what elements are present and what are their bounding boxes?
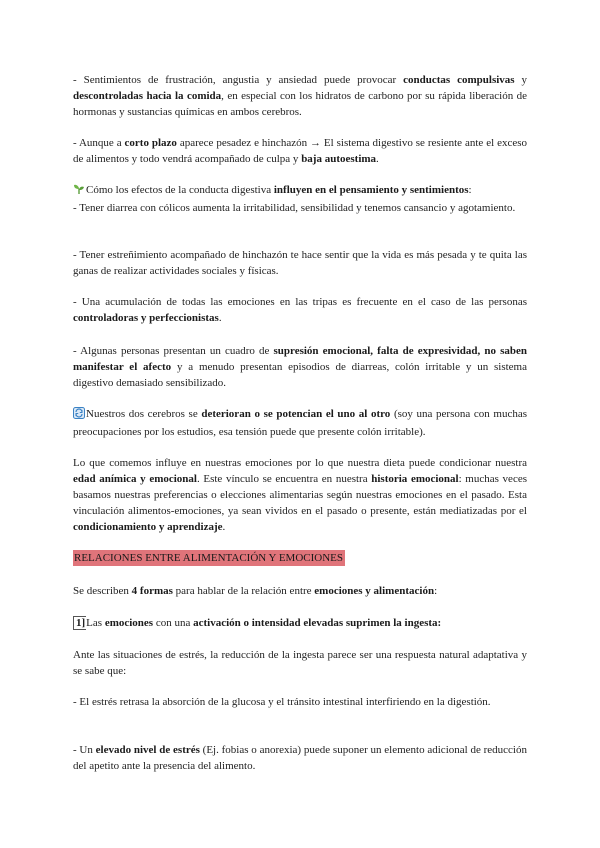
text: para hablar de la relación entre xyxy=(172,585,315,597)
paragraph-constipation: - Tener estreñimiento acompañado de hinchazón te hace sentir que la vida es más pesada y te quita las ganas de realizar actividades sociales y físicas. xyxy=(73,249,527,277)
text: : muchas veces basamos nuestras preferencias o elecciones alimentarias según nuestras emociones en el pasado. Esta vinculación alimentos-emociones, ya sean vividos en el pasado o presente, están mediatizadas por el xyxy=(73,473,527,517)
paragraph-diet-emotions xyxy=(73,455,527,535)
text: Se describen xyxy=(73,585,132,597)
text: . xyxy=(376,153,379,165)
bold-text: controladoras y perfeccionistas xyxy=(73,312,219,324)
text: (soy una persona con muchas preocupaciones por los estudios, esa tensión puede que presente colón irritable). xyxy=(73,408,527,438)
text: (Ej. fobias o anorexia) puede suponer un elemento adicional de reducción del apetito ante la presencia del alimento. xyxy=(73,744,527,772)
bold-text: influyen en el pensamiento y sentimientos xyxy=(273,184,469,196)
text: con una xyxy=(153,617,194,629)
bold-text: descontroladas hacia la comida xyxy=(73,90,222,102)
paragraph-two-brains xyxy=(73,406,527,440)
bold-text: 4 formas xyxy=(131,585,173,597)
paragraph-controlling-people xyxy=(73,294,527,326)
bold-text: condicionamiento y aprendizaje xyxy=(73,521,223,533)
bold-text: activación o intensidad elevadas suprimen la ingesta: xyxy=(193,617,442,629)
bold-text: conductas compulsivas xyxy=(403,74,515,86)
text: Lo que comemos influye en nuestras emociones por lo que nuestra dieta puede condicionar nuestra xyxy=(73,457,527,469)
text: Las xyxy=(86,617,105,629)
bold-text: emociones y alimentación xyxy=(314,585,435,597)
bold-text: corto plazo xyxy=(124,137,177,149)
text: y a menudo presentan episodios de diarreas, colón irritable y un sistema digestivo demasiado sensibilizado. xyxy=(73,361,528,389)
cycle-arrows-icon xyxy=(73,407,85,424)
paragraph-digestive-effects xyxy=(73,182,527,216)
bold-text: baja autoestima xyxy=(301,153,377,165)
text: : xyxy=(434,585,438,597)
paragraph-stress-response: Ante las situaciones de estrés, la reducción de la ingesta parece ser una respuesta natural adaptativa y se sabe que: xyxy=(73,649,527,677)
paragraph-four-forms xyxy=(73,583,527,599)
text: . xyxy=(222,521,226,533)
bold-text: historia emocional xyxy=(371,473,459,485)
paragraph-glucose-absorption: - El estrés retrasa la absorción de la glucosa y el tránsito intestinal interfiriendo en la digestión. xyxy=(73,696,491,708)
text: : xyxy=(468,184,472,196)
list-number: 1] xyxy=(73,616,86,630)
paragraph-high-stress xyxy=(73,742,527,774)
seedling-icon xyxy=(73,183,85,200)
list-item-heading-1 xyxy=(73,615,527,631)
bold-text: supresión emocional, falta de expresividad, no saben manifestar el afecto xyxy=(73,345,527,373)
text: y xyxy=(514,74,527,86)
bold-text: deterioran o se potencian el uno al otro xyxy=(201,408,391,420)
text: - Tener diarrea con cólicos aumenta la irritabilidad, sensibilidad y tenemos cansancio y agotamiento. xyxy=(73,202,516,214)
text: - Algunas personas presentan un cuadro de xyxy=(73,345,274,357)
text: Nuestros dos cerebros se xyxy=(86,408,202,420)
text: - Una acumulación de todas las emociones en las tripas es frecuente en el caso de las personas xyxy=(73,296,527,308)
bold-text: emociones xyxy=(104,617,154,629)
text: aparece pesadez e hinchazón → El sistema digestivo se resiente ante el exceso de alimentos y todo vendrá acompañado de culpa y xyxy=(73,137,528,165)
bold-text: elevado nivel de estrés xyxy=(95,744,200,756)
section-heading: RELACIONES ENTRE ALIMENTACIÓN Y EMOCIONES xyxy=(74,552,344,564)
text: , en especial con los hidratos de carbono por su rápida liberación de hormonas y sustancias químicas en ambos cerebros. xyxy=(73,90,527,118)
text: Cómo los efectos de la conducta digestiva xyxy=(86,184,274,196)
text: . xyxy=(218,312,222,324)
text: . Este vínculo se encuentra en nuestra xyxy=(196,473,372,485)
text: - Sentimientos de frustración, angustia y ansiedad puede provocar xyxy=(73,74,404,86)
text: - Un xyxy=(73,744,96,756)
text: - Aunque a xyxy=(73,137,125,149)
paragraph-short-term xyxy=(73,135,527,167)
bold-text: edad anímica y emocional xyxy=(73,473,197,485)
paragraph-emotional-suppression xyxy=(73,343,527,391)
paragraph-compulsive-eating xyxy=(73,72,527,120)
